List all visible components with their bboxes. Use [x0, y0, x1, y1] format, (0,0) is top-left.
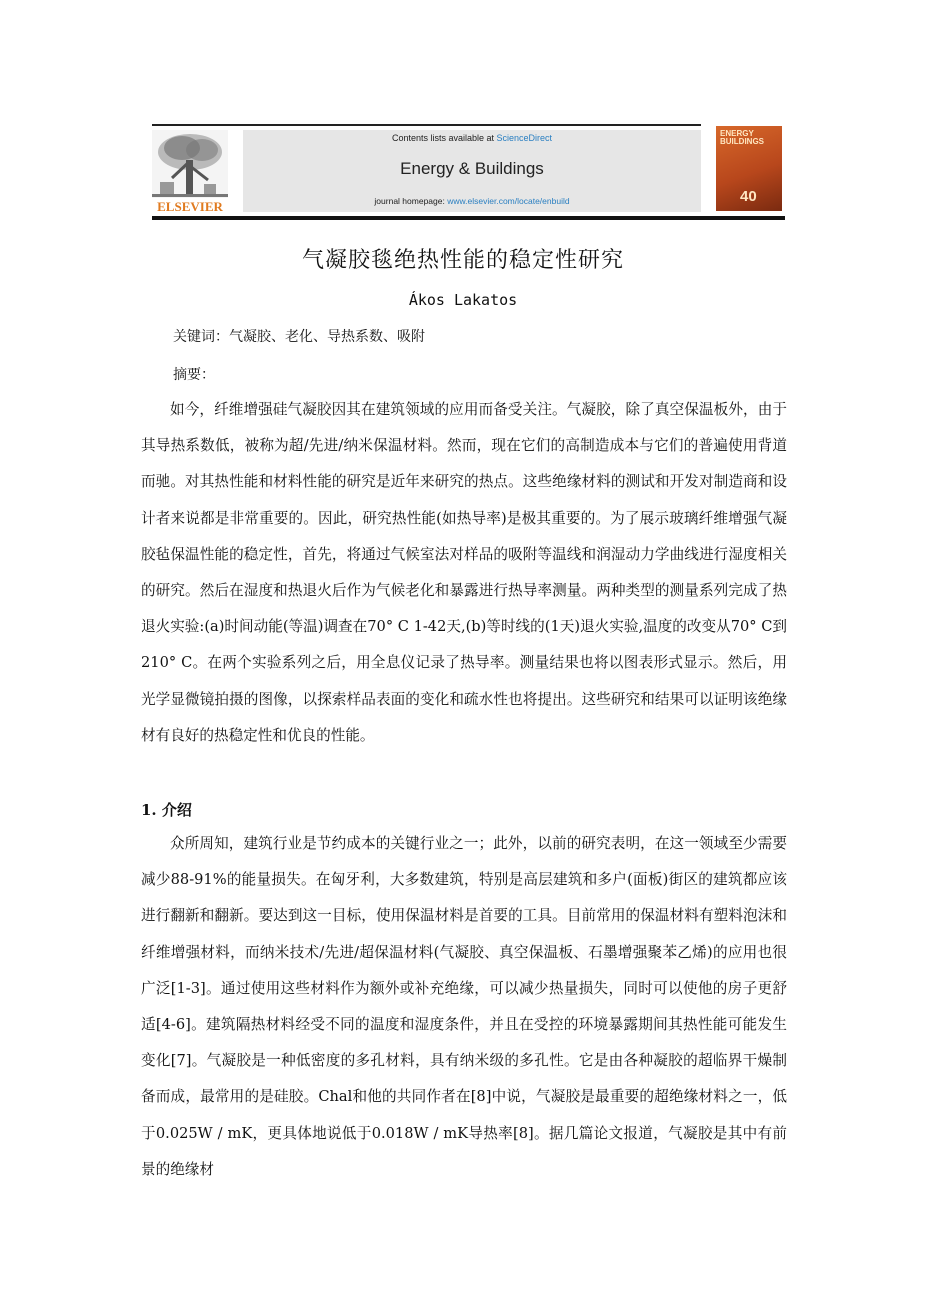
section-heading-introduction: 1. 介绍: [141, 801, 192, 819]
header-top-rule: [152, 124, 701, 126]
cover-title: ENERGY BUILDINGS: [720, 129, 764, 146]
homepage-line: [243, 196, 701, 206]
author-name: Ákos Lakatos: [408, 291, 518, 309]
abstract-text: 如今，纤维增强硅气凝胶因其在建筑领域的应用而备受关注。气凝胶，除了真空保温板外，由于其导热系数低，被称为超/先进/纳米保温材料。然而，现在它们的高制造成本与它们的普遍使用背道而驰。对其热性能和材料性能的研究是近年来研究的热点。这些绝缘材料的测试和开发对制造商和设计者来说都是非常重要的。因此，研究热性能(如热导率)是极其重要的。为了展示玻璃纤维增强气凝胶毡保温性能的稳定性，首先，将通过气候室法对样品的吸附等温线和润湿动力学曲线进行湿度相关的研究。然后在湿度和热退火后作为气候老化和暴露进行热导率测量。两种类型的测量系列完成了热退火实验:(a)时间动能(等温)调查在70° C 1-42天,(b)等时线的(1天)退火实验,温度的改变从70° C到210° C。在两个实验系列之后，用全息仪记录了热导率。测量结果也将以图表形式显示。然后，用光学显微镜拍摄的图像，以探索样品表面的变化和疏水性也将提出。这些研究和结果可以证明该绝缘材有良好的热稳定性和优良的性能。: [141, 401, 787, 744]
homepage-prefix: journal homepage:: [374, 196, 448, 206]
introduction-text: 众所周知，建筑行业是节约成本的关键行业之一；此外，以前的研究表明，在这一领域至少需要减少88-91%的能量损失。在匈牙利，大多数建筑，特别是高层建筑和多户(面板)街区的建筑都应该进行翻新和翻新。要达到这一目标，使用保温材料是首要的工具。目前常用的保温材料有塑料泡沫和纤维增强材料，而纳米技术/先进/超保温材料(气凝胶、真空保温板、石墨增强聚苯乙烯)的应用也很广泛[1-3]。通过使用这些材料作为额外或补充绝缘，可以减少热量损失，同时可以使他的房子更舒适[4-6]。建筑隔热材料经受不同的温度和湿度条件，并且在受控的环境暴露期间其热性能可能发生变化[7]。气凝胶是一种低密度的多孔材料，具有纳米级的多孔性。它是由各种凝胶的超临界干燥制备而成，最常用的是硅胶。Chal和他的共同作者在[8]中说，气凝胶是最重要的超绝缘材料之一，低于0.025W / mK，更具体地说低于0.018W / mK导热率[8]。据几篇论文报道，气凝胶是其中有前景的绝缘材: [141, 835, 787, 1178]
contents-prefix: Contents lists available at: [391, 133, 497, 143]
cover-number: 40: [740, 188, 757, 205]
publisher-name: ELSEVIER: [157, 199, 223, 214]
sciencedirect-link[interactable]: ScienceDirect: [496, 133, 553, 143]
abstract-label: 摘要：: [173, 367, 215, 383]
journal-name: Energy & Buildings: [400, 159, 544, 178]
header-bottom-rule: [152, 216, 785, 220]
keywords: 关键词：气凝胶、老化、导热系数、吸附: [173, 329, 425, 345]
article-title: 气凝胶毯绝热性能的稳定性研究: [301, 248, 624, 273]
homepage-link[interactable]: www.elsevier.com/locate/enbuild: [447, 196, 570, 206]
journal-banner: [243, 130, 701, 212]
journal-cover-image: [716, 126, 782, 211]
contents-line: [243, 133, 701, 143]
